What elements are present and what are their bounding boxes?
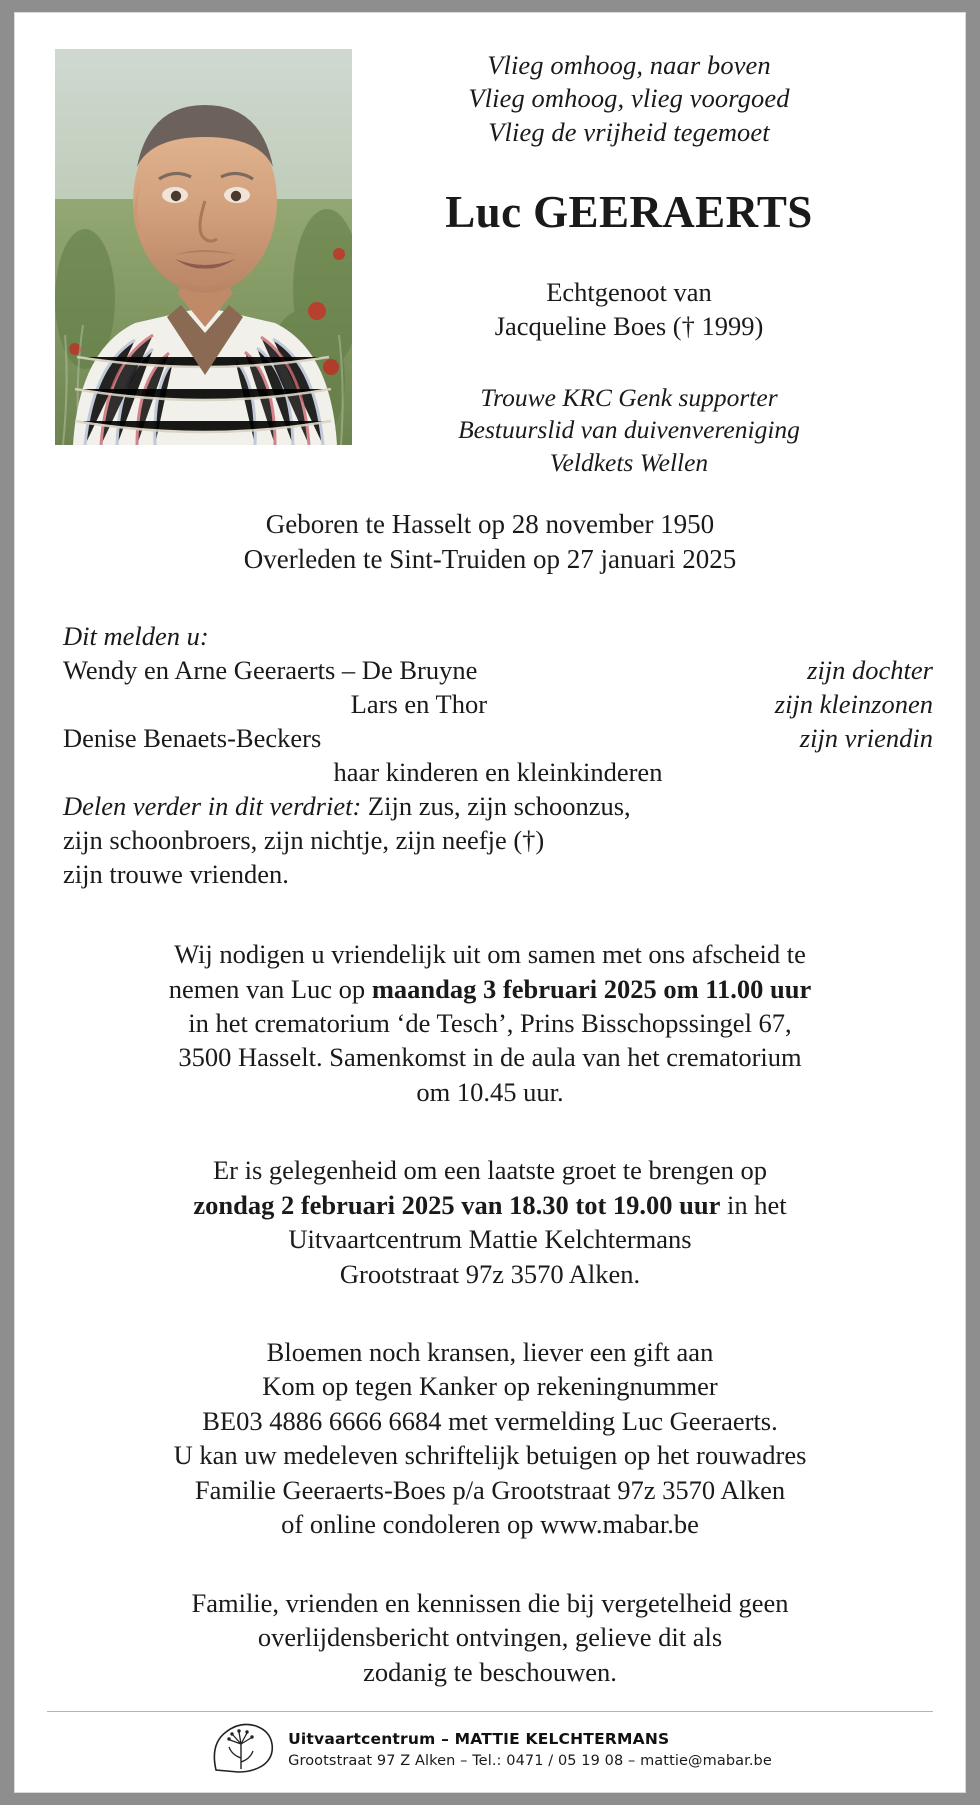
announcer-relation: zijn vriendin <box>799 722 933 753</box>
announcer-row <box>63 687 933 721</box>
photo-container <box>15 49 315 445</box>
footer-divider <box>47 1711 933 1712</box>
death-line: Overleden te Sint-Truiden op 27 januari 2025 <box>243 543 737 574</box>
closing-line-3: zodanig te beschouwen. <box>363 1656 617 1687</box>
birth-line: Geboren te Hasselt op 28 november 1950 <box>265 509 715 540</box>
ceremony-line-3: in het crematorium ‘de Tesch’, Prins Bisschopssingel 67, <box>188 1007 792 1038</box>
announcer-relation: zijn dochter <box>807 654 933 685</box>
footer-text <box>288 1730 772 1769</box>
visitation-line-2 <box>59 1188 921 1222</box>
ceremony-line-2-pre: nemen van Luc op <box>168 973 372 1004</box>
spouse-block <box>319 276 939 344</box>
announcer-row <box>63 653 933 687</box>
header-block <box>15 13 965 479</box>
closing-line-2: overlijdensbericht ontvingen, gelieve dit als <box>257 1622 723 1653</box>
closing-paragraph <box>15 1586 965 1689</box>
life-dates <box>15 507 965 577</box>
further-mourners-label: Delen verder in dit verdriet: <box>63 790 362 821</box>
footer-company-name: Uitvaartcentrum – MATTIE KELCHTERMANS <box>288 1729 670 1748</box>
announcer-row <box>63 721 933 755</box>
visitation-address: Grootstraat 97z 3570 Alken. <box>339 1258 641 1289</box>
announcers-block <box>15 619 965 891</box>
visitation-paragraph <box>15 1153 965 1291</box>
ceremony-paragraph <box>15 937 965 1109</box>
deceased-name: Luc GEERAERTS <box>445 187 813 238</box>
ceremony-line-1: Wij nodigen u vriendelijk uit om samen met ons afscheid te <box>174 939 806 970</box>
grandchildren-line: haar kinderen en kleinkinderen <box>333 756 663 787</box>
role-line-1: Trouwe KRC Genk supporter <box>480 382 778 412</box>
announcer-name: Lars en Thor <box>350 688 488 719</box>
poem-line-3: Vlieg de vrijheid tegemoet <box>488 116 770 147</box>
ceremony-line-2 <box>59 972 921 1006</box>
condolence-website: of online condoleren op www.mabar.be <box>281 1509 699 1540</box>
condolence-line: U kan uw medeleven schriftelijk betuigen op het rouwadres <box>173 1440 807 1471</box>
further-mourners-text: Zijn zus, zijn schoonzus, <box>361 790 631 821</box>
role-line-3: Veldkets Wellen <box>549 447 709 477</box>
spouse-label: Echtgenoot van <box>546 277 712 308</box>
footer-contact-line: Grootstraat 97 Z Alken – Tel.: 0471 / 05 19 08 – mattie@mabar.be <box>288 1752 772 1769</box>
visitation-line-2-post: in het <box>720 1189 787 1220</box>
role-line-2: Bestuurslid van duivenvereniging <box>458 415 800 445</box>
donations-paragraph <box>15 1335 965 1542</box>
further-mourners-line-1 <box>63 789 933 823</box>
announcers-lead: Dit melden u: <box>63 620 209 651</box>
header-text-block <box>315 49 965 479</box>
spouse-name: Jacqueline Boes († 1999) <box>494 311 764 342</box>
poem <box>319 49 939 149</box>
announcer-name: Wendy en Arne Geeraerts – De Bruyne <box>63 654 478 685</box>
ceremony-line-5: om 10.45 uur. <box>416 1076 564 1107</box>
announcer-relation: zijn kleinzonen <box>774 688 933 719</box>
condolence-address: Familie Geeraerts-Boes p/a Grootstraat 97z 3570 Alken <box>194 1474 786 1505</box>
further-mourners-line-3: zijn trouwe vrienden. <box>63 859 289 890</box>
visitation-venue: Uitvaartcentrum Mattie Kelchtermans <box>288 1224 692 1255</box>
ceremony-datetime: maandag 3 februari 2025 om 11.00 uur <box>371 973 812 1004</box>
memorial-card <box>14 12 966 1793</box>
footer <box>15 1720 965 1778</box>
flower-in-circle-logo <box>208 1720 274 1778</box>
poem-line-1: Vlieg omhoog, naar boven <box>487 50 771 80</box>
closing-line-1: Familie, vrienden en kennissen die bij vergetelheid geen <box>191 1587 789 1618</box>
donations-account-number: BE03 4886 6666 6684 met vermelding Luc Geeraerts. <box>202 1405 778 1436</box>
poem-line-2: Vlieg omhoog, vlieg voorgoed <box>468 83 790 114</box>
portrait-photo <box>55 49 352 445</box>
further-mourners-line-2: zijn schoonbroers, zijn nichtje, zijn neefje (†) <box>63 825 545 855</box>
ceremony-line-4: 3500 Hasselt. Samenkomst in de aula van het crematorium <box>178 1042 802 1073</box>
donations-line-2: Kom op tegen Kanker op rekeningnummer <box>262 1371 718 1402</box>
donations-line-1: Bloemen noch kransen, liever een gift aan <box>266 1337 714 1368</box>
announcer-name: Denise Benaets-Beckers <box>63 722 322 753</box>
roles-block <box>319 382 939 479</box>
visitation-datetime: zondag 2 februari 2025 van 18.30 tot 19.00 uur <box>193 1189 721 1220</box>
visitation-line-1: Er is gelegenheid om een laatste groet te brengen op <box>212 1155 768 1186</box>
